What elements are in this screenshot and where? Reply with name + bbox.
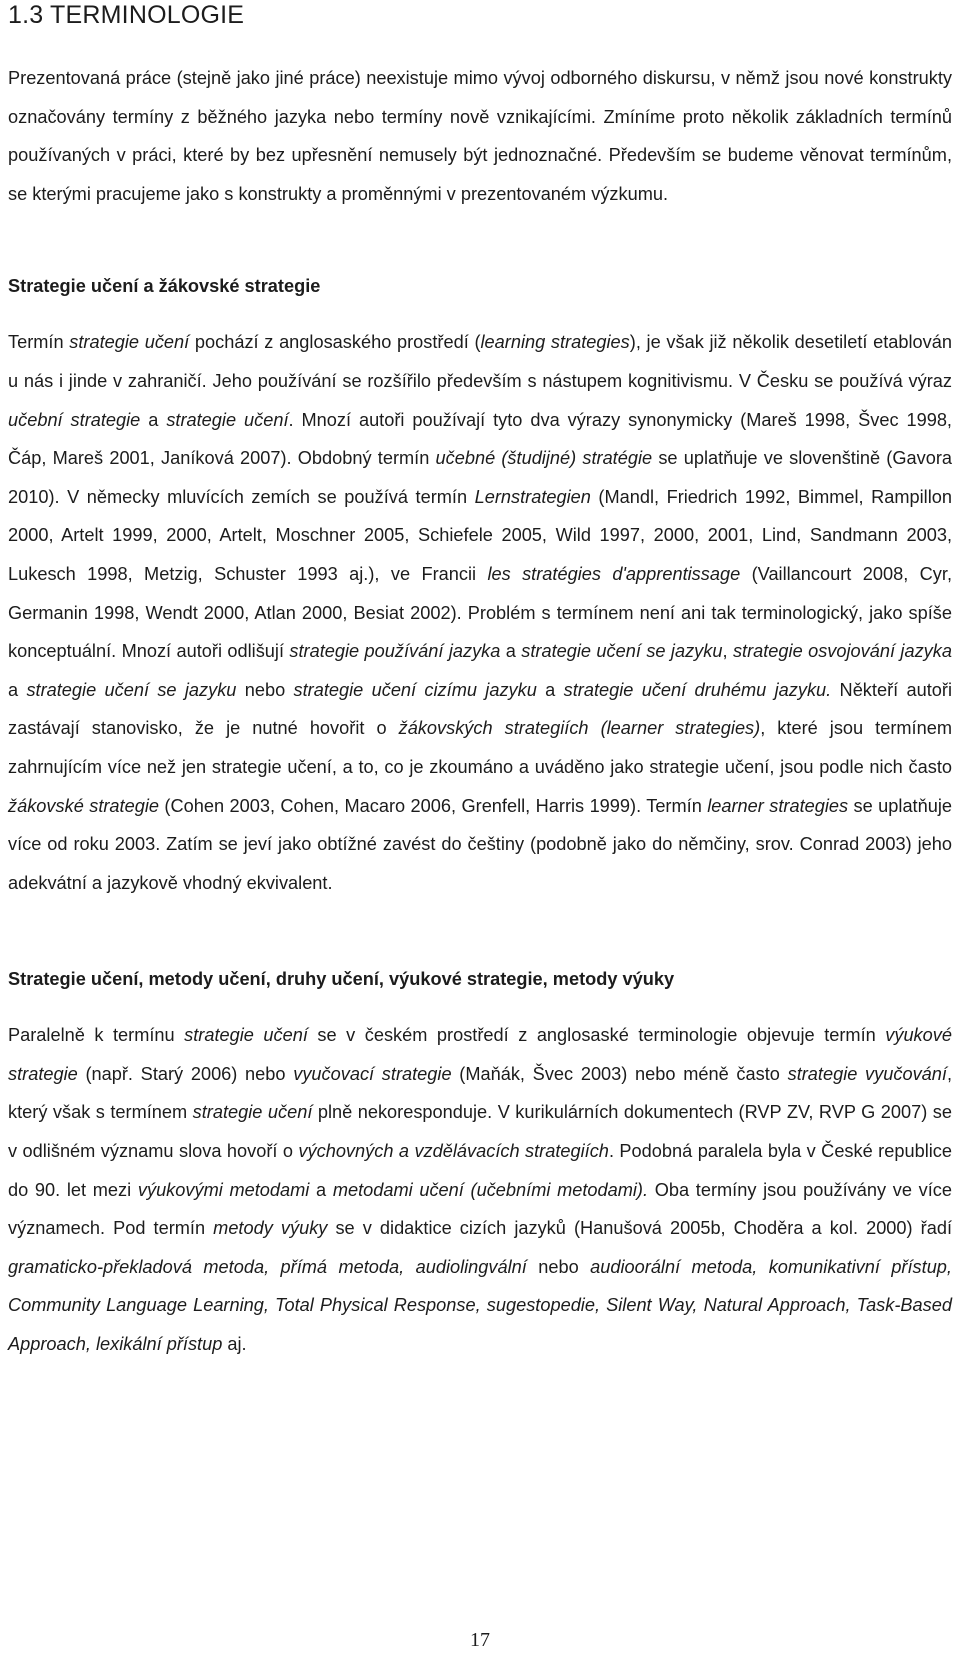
italic-term: strategie osvojování jazyka (732, 641, 952, 662)
text-run: (Vaillancourt 2008, Cyr, Germanin 1998, Wendt 2000, Atlan 2000, Besiat 2002). Problém s termínem není ani tak terminologický, jako spíše konceptuální. Mnozí autoři odlišují (8, 563, 952, 662)
text-run: a (309, 1179, 333, 1200)
text-run: aj. (222, 1334, 247, 1355)
document-page (8, 0, 952, 1364)
text-run: se uplatňuje ve slovenštině (Gavora 2010). V německy mluvících zemích se používá termín (8, 448, 952, 507)
text-run: Oba termíny jsou používány ve více významech. Pod termín (8, 1179, 953, 1239)
text-run: plně nekoresponduje. V kurikulárních dokumentech (RVP ZV, RVP G 2007) se v odlišném významu slova hovoří o (8, 1102, 952, 1162)
italic-term: učební strategie (8, 409, 141, 430)
italic-term: výchovných a vzdělávacích strategiích (298, 1141, 609, 1162)
intro-paragraph: Prezentovaná práce (stejně jako jiné práce) neexistuje mimo vývoj odborného diskursu, v němž jsou nové konstrukty označovány termíny z běžného jazyka nebo termíny nově vznikajícími. Zmíníme proto několik základních termínů používaných v práci, které by bez upřesnění nemusely být jednoznačné. Především se budeme věnovat termínům, se kterými pracujeme jako s konstrukty a proměnnými v prezentovaném výzkumu. (8, 68, 952, 204)
text-run: (Maňák, Švec 2003) nebo méně často (451, 1063, 788, 1084)
page-number: 17 (470, 1629, 490, 1651)
chapter-title: 1.3 TERMINOLOGIE (8, 1, 245, 29)
italic-term: strategie učení druhému jazyku. (563, 679, 832, 700)
italic-term: strategie učení cizímu jazyku (293, 679, 537, 700)
italic-term: strategie učení (184, 1025, 308, 1046)
text-run: se uplatňuje více od roku 2003. Zatím se jeví jako obtížné zavést do češtiny (podobně jako do němčiny, srov. Conrad 2003) jeho adekvátní a jazykově vhodný ekvivalent. (8, 795, 952, 893)
section-heading-teaching-methods: Strategie učení, metody učení, druhy učení, výukové strategie, metody výuky (8, 969, 675, 990)
italic-term: výukové strategie (8, 1025, 952, 1084)
text-run: . Mnozí autoři používají tyto dva výrazy synonymicky (Mareš 1998, Švec 1998, Čáp, Mareš 2001, Janíková 2007). Obdobný termín (8, 409, 952, 469)
section-heading-learning-strategies: Strategie učení a žákovské strategie (8, 276, 321, 297)
text-run: (např. Starý 2006) nebo (77, 1063, 294, 1084)
italic-term: strategie používání jazyka (289, 641, 501, 662)
text-run: a (8, 679, 27, 700)
text-run: nebo (526, 1256, 591, 1277)
teaching-methods-paragraph (8, 1016, 952, 1363)
text-run: , které jsou termínem zahrnujícím více než jen strategie učení, a to, co je zkoumáno a uváděno jako strategie učení, jsou podle nich často (8, 718, 952, 777)
italic-term: learner strategies (707, 795, 849, 816)
text-run: Někteří autoři zastávají stanovisko, že je nutné hovořit o (8, 679, 952, 739)
text-run: (Cohen 2003, Cohen, Macaro 2006, Grenfell, Harris 1999). Termín (159, 795, 708, 816)
italic-term: vyučovací strategie (293, 1063, 452, 1084)
text-run: , (722, 641, 733, 662)
italic-term: learning strategies (480, 332, 630, 353)
italic-term: strategie učení (69, 332, 190, 353)
text-run: , který však s termínem (8, 1063, 953, 1123)
text-run: pochází z anglosaského prostředí ( (189, 332, 481, 353)
italic-term: strategie učení (166, 409, 289, 430)
italic-term: strategie učení se jazyku (521, 641, 723, 662)
text-run: a (536, 679, 564, 700)
italic-term: metody výuky (213, 1218, 328, 1239)
text-run: (Mandl, Friedrich 1992, Bimmel, Rampillon 2000, Artelt 1999, 2000, Artelt, Moschner 2005, Schiefele 2005, Wild 1997, 2000, 2001, Lind, Sandmann 2003, Lukesch 1998, Metzig, Schuster 1993 aj.), ve Francii (8, 486, 952, 584)
italic-term: strategie vyučování (787, 1063, 947, 1084)
italic-term: výukovými metodami (137, 1179, 310, 1200)
learning-strategies-paragraph (8, 323, 952, 902)
italic-term: metodami učení (učebními metodami). (332, 1179, 649, 1200)
text-run: a (140, 409, 167, 430)
italic-term: gramaticko-překladová metoda, přímá metoda, audiolingvální (8, 1256, 527, 1277)
italic-term: učebné (študijné) stratégie (435, 448, 653, 469)
text-run: a (500, 641, 522, 662)
italic-term: les stratégies d'apprentissage (487, 563, 741, 584)
text-run: Paralelně k termínu (8, 1025, 185, 1046)
italic-term: žákovské strategie (8, 795, 159, 816)
italic-term: strategie učení se jazyku (26, 679, 237, 700)
text-run: Termín (8, 332, 70, 353)
text-run: ), je však již několik desetiletí etablován u nás i jinde v zahraničí. Jeho používání se rozšířilo především s nástupem kognitivismu. V Česku se používá výraz (8, 332, 952, 391)
italic-term: audioorální metoda, komunikativní přístup, Community Language Learning, Total Physical Response, sugestopedie, Silent Way, Natural Approach, Task-Based Approach, lexikální přístup (8, 1256, 952, 1355)
italic-term: strategie učení (192, 1102, 313, 1123)
text-run: nebo (236, 679, 294, 700)
italic-term: žákovských strategiích (learner strategies) (398, 718, 761, 739)
text-run: . Podobná paralela byla v České republice do 90. let mezi (8, 1141, 952, 1200)
text-run: se v didaktice cizích jazyků (Hanušová 2005b, Choděra a kol. 2000) řadí (327, 1218, 953, 1239)
text-run: se v českém prostředí z anglosaské terminologie objevuje termín (307, 1025, 886, 1046)
italic-term: Lernstrategien (474, 486, 591, 507)
